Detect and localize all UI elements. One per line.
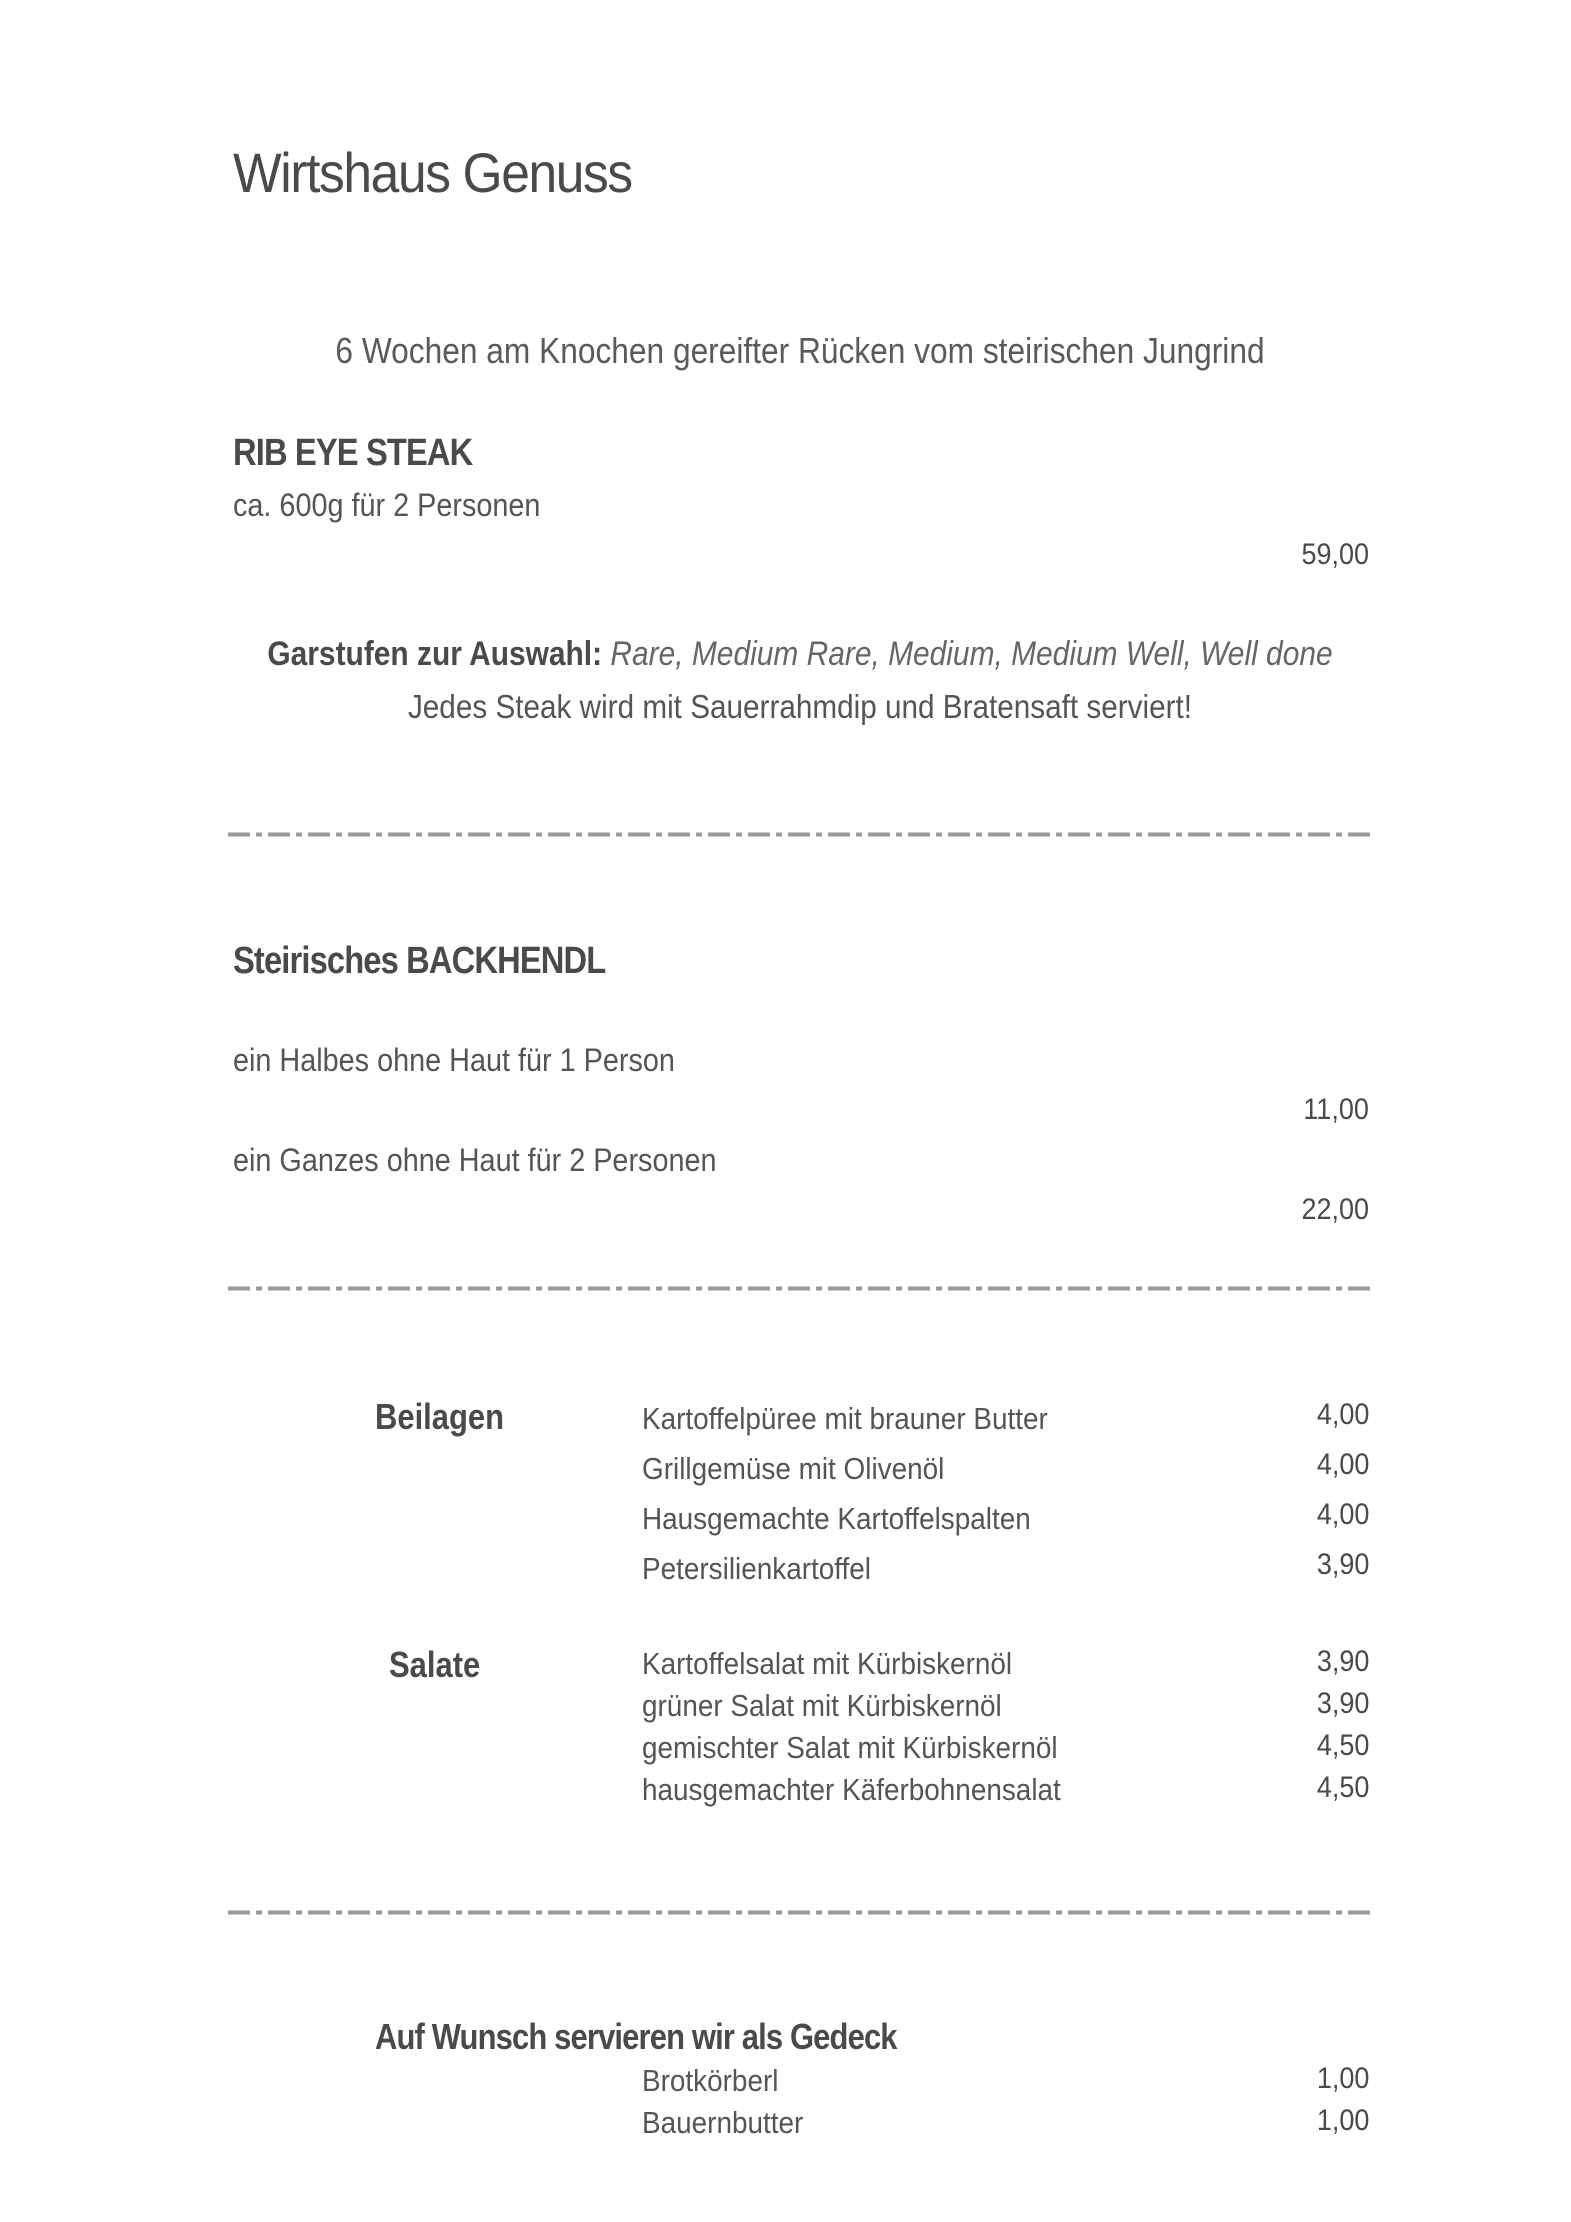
gedeck-item-name: Bauernbutter [642,2105,804,2140]
divider [228,1286,1371,1291]
garstufen-label: Garstufen zur Auswahl: [267,635,603,673]
beilagen-item-name: Hausgemachte Kartoffelspalten [642,1501,1031,1536]
gedeck-title: Auf Wunsch servieren wir als Gedeck [375,2016,897,2057]
steak-description: ca. 600g für 2 Personen [233,487,541,523]
salate-item-name: grüner Salat mit Kürbiskernöl [642,1688,1002,1723]
backhendl-item-price: 11,00 [1303,1093,1369,1126]
divider [228,832,1371,837]
divider [228,1910,1371,1915]
salate-item-price: 3,90 [1316,1645,1369,1678]
garstufen-options: Rare, Medium Rare, Medium, Medium Well, Well done [610,635,1333,673]
beilagen-label: Beilagen [375,1396,505,1437]
beilagen-item-price: 3,90 [1316,1548,1369,1581]
backhendl-item-name: ein Ganzes ohne Haut für 2 Personen [233,1142,717,1178]
salate-item-name: Kartoffelsalat mit Kürbiskernöl [642,1646,1013,1681]
salate-item-price: 3,90 [1316,1687,1369,1720]
salate-label: Salate [389,1644,481,1685]
steak-title: RIB EYE STEAK [233,432,473,474]
subtitle: 6 Wochen am Knochen gereifter Rücken vom steirischen Jungrind [335,330,1265,371]
gedeck-item-name: Brotkörberl [642,2063,779,2098]
served-note: Jedes Steak wird mit Sauerrahmdip und Bratensaft serviert! [407,688,1193,725]
backhendl-item-name: ein Halbes ohne Haut für 1 Person [233,1042,675,1078]
beilagen-item-price: 4,00 [1316,1448,1369,1481]
backhendl-title: Steirisches BACKHENDL [233,940,606,982]
restaurant-name: Wirtshaus Genuss [233,141,632,204]
salate-item-price: 4,50 [1316,1771,1369,1804]
garstufen-line [96,635,1504,674]
beilagen-item-price: 4,00 [1316,1498,1369,1531]
gedeck-item-price: 1,00 [1316,2104,1369,2137]
beilagen-item-name: Petersilienkartoffel [642,1551,872,1586]
salate-item-name: hausgemachter Käferbohnensalat [642,1772,1061,1807]
beilagen-item-price: 4,00 [1316,1398,1369,1431]
salate-item-price: 4,50 [1316,1729,1369,1762]
beilagen-item-name: Grillgemüse mit Olivenöl [642,1451,945,1486]
gedeck-item-price: 1,00 [1316,2062,1369,2095]
backhendl-item-price: 22,00 [1301,1193,1369,1226]
steak-price: 59,00 [1301,538,1369,571]
beilagen-item-name: Kartoffelpüree mit brauner Butter [642,1401,1048,1436]
salate-item-name: gemischter Salat mit Kürbiskernöl [642,1730,1058,1765]
